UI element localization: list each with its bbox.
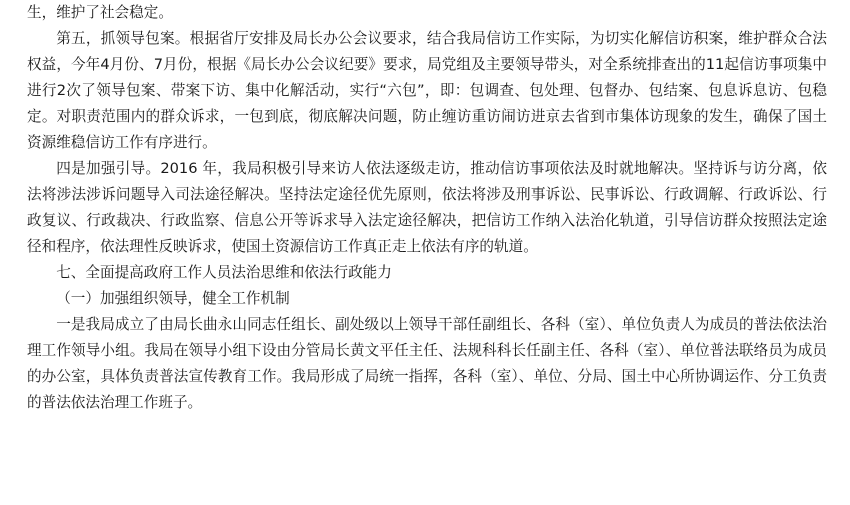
paragraph-continuation: 生，维护了社会稳定。 (27, 4, 173, 21)
paragraph-guidance: 四是加强引导。2016 年，我局积极引导来访人依法逐级走访，推动信访事项依法及时就地解决。坚持诉与访分离，依法将涉法涉诉问题导入司法途径解决。坚持法定途径优先原则，依法将涉及刑事诉讼、民事诉讼、行政调解、行政诉讼、行政复议、行政裁决、行政监察、信息公开等诉求导入法定途径解决，把信访工作纳入法治化轨道，引导信访群众按照法定途径和程序，依法理性反映诉求，使国土资源信访工作真正走上依法有序的轨道。 (27, 160, 827, 255)
document-page (27, 0, 827, 416)
paragraph-leadership-case: 第五，抓领导包案。根据省厅安排及局长办公会议要求，结合我局信访工作实际，为切实化解信访积案，维护群众合法权益，今年4月份、7月份，根据《局长办公会议纪要》要求，局党组及主要领导带头，对全系统排查出的11起信访事项集中进行2次了领导包案、带案下访、集中化解活动，实行“六包”，即：包调查、包处理、包督办、包结案、包息诉息访、包稳定。对职责范围内的群众诉求，一包到底，彻底解决问题，防止缠访重访闹访进京去省到市集体访现象的发生，确保了国土资源维稳信访工作有序进行。 (27, 30, 827, 151)
paragraph-leading-group: 一是我局成立了由局长曲永山同志任组长、副处级以上领导干部任副组长、各科（室）、单位负责人为成员的普法依法治理工作领导小组。我局在领导小组下设由分管局长黄文平任主任、法规科科长任副主任、各科（室）、单位普法联络员为成员的办公室，具体负责普法宣传教育工作。我局形成了局统一指挥，各科（室）、单位、分局、国土中心所协调运作、分工负责的普法依法治理工作班子。 (27, 316, 827, 411)
section-heading-seven: 七、全面提高政府工作人员法治思维和依法行政能力 (56, 264, 392, 281)
subsection-heading-one: （一）加强组织领导，健全工作机制 (56, 290, 290, 307)
